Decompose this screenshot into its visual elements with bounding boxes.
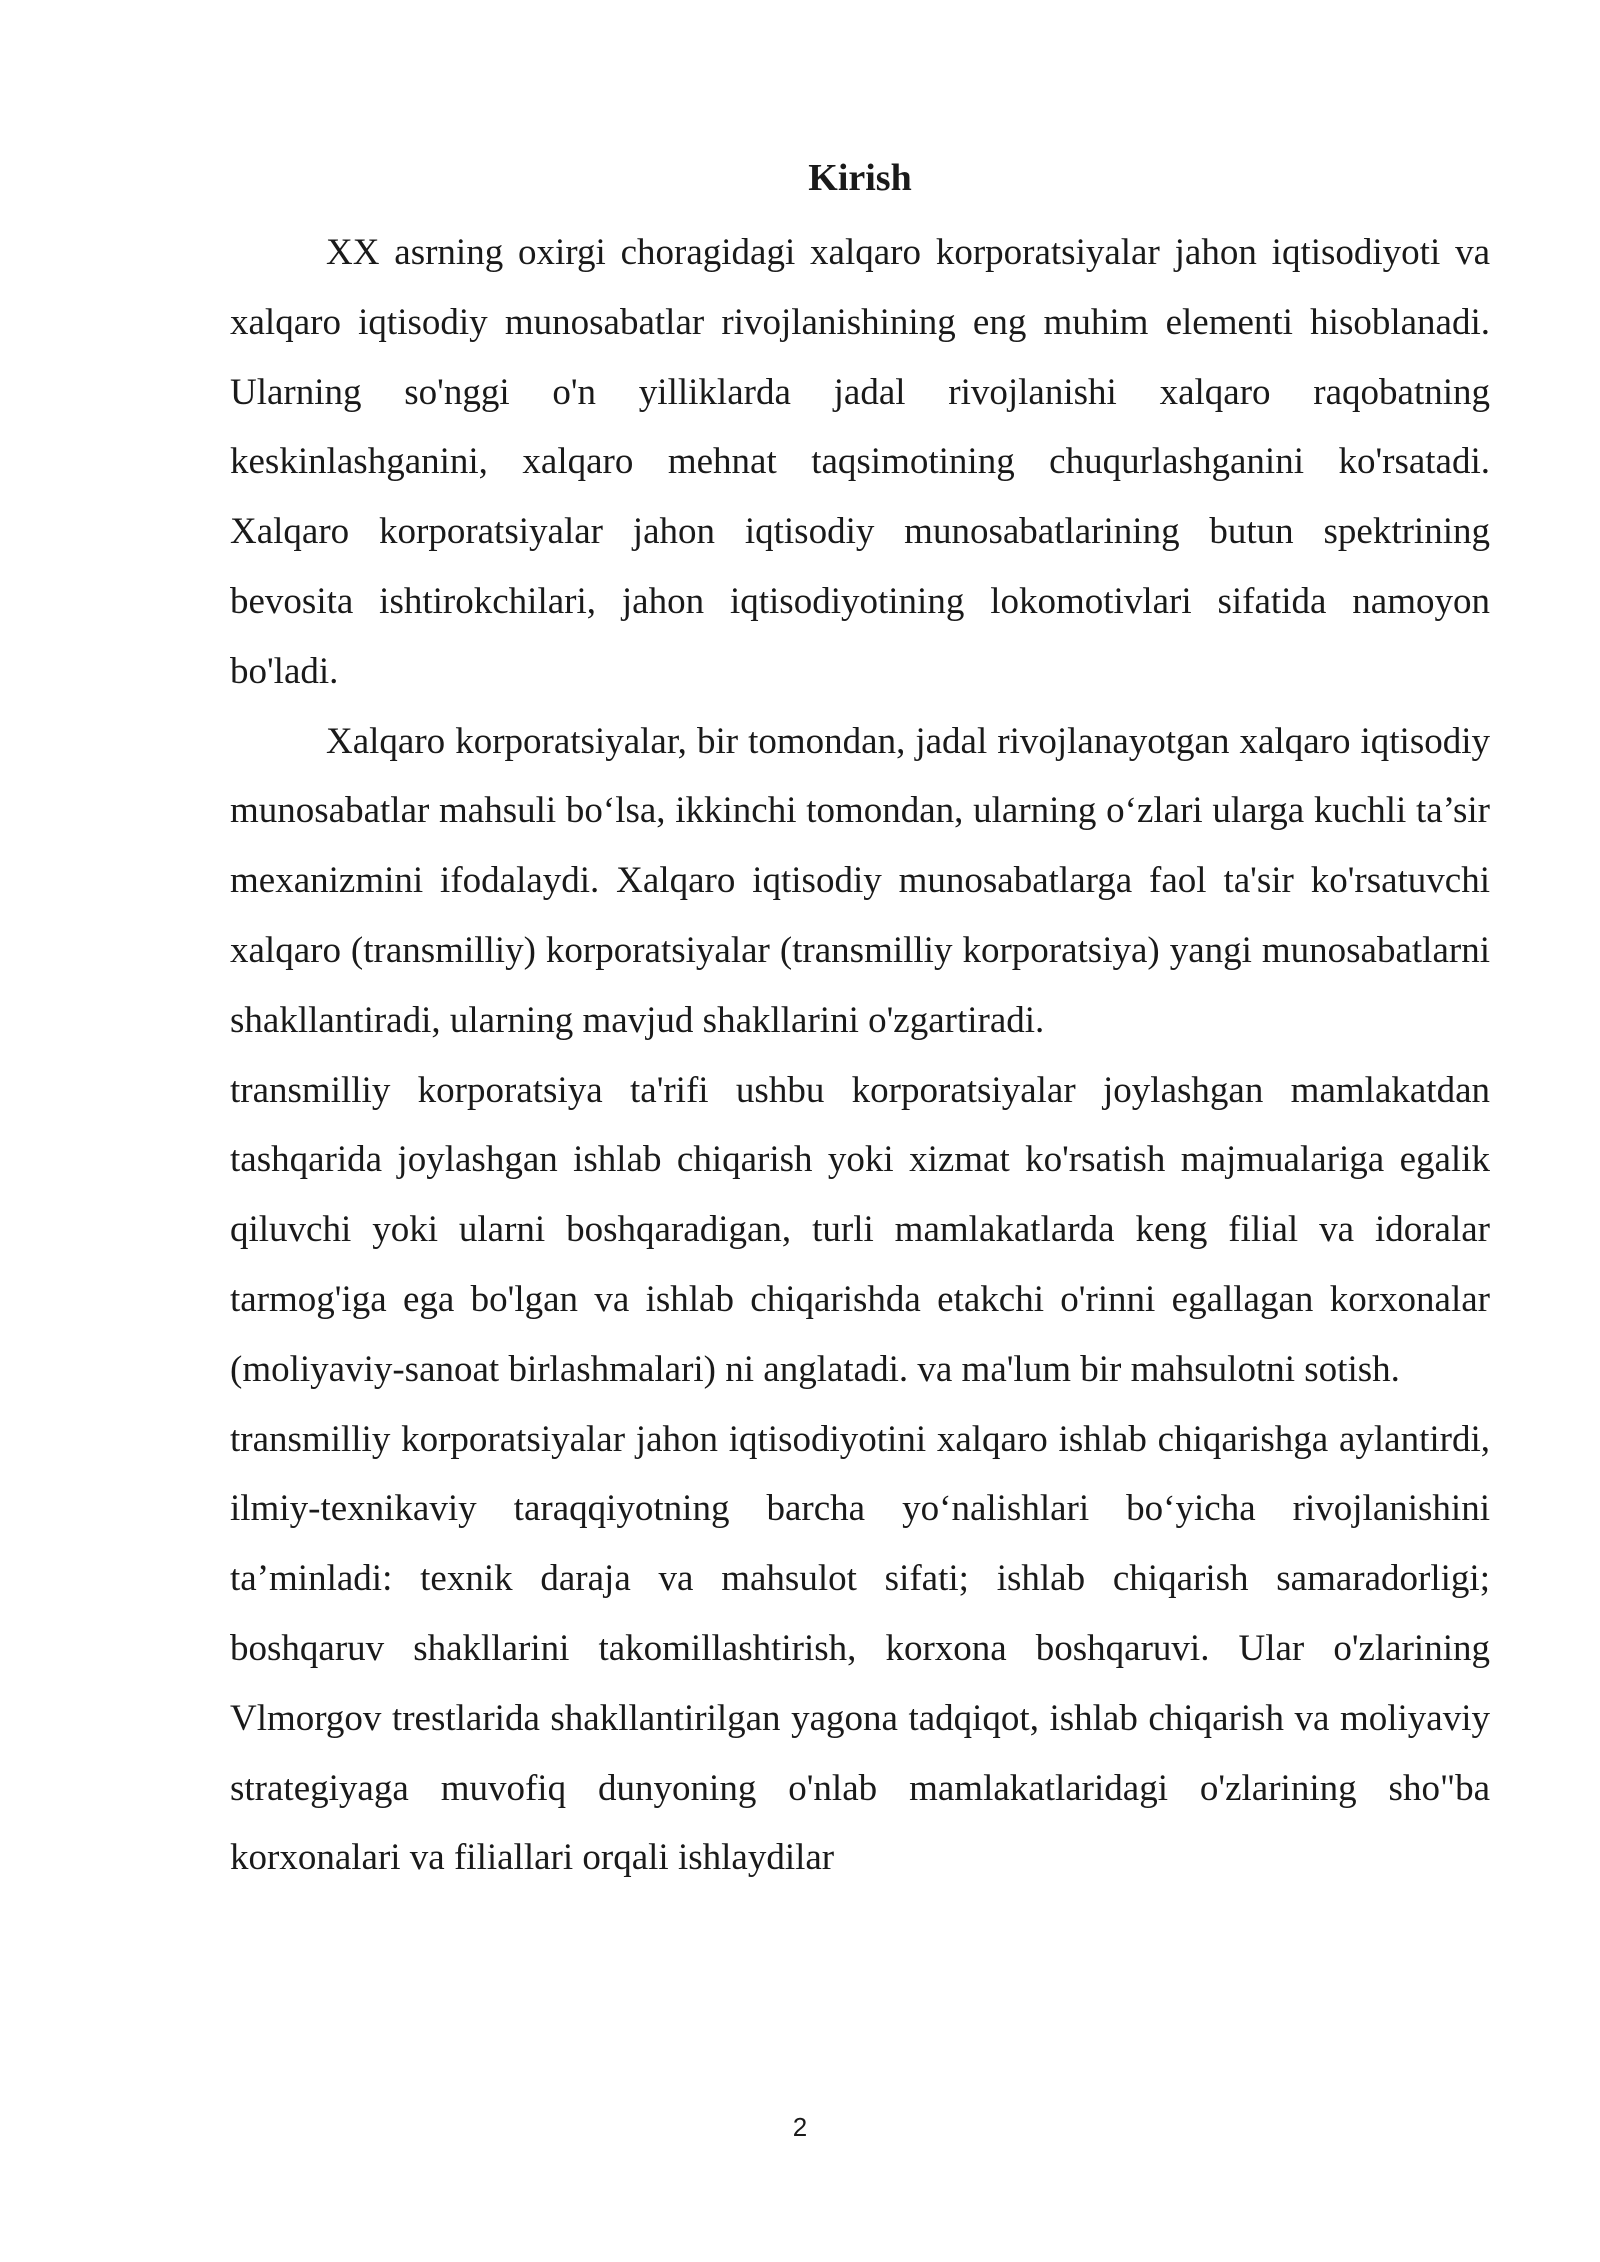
paragraph-4: transmilliy korporatsiyalar jahon iqtisodiyotini xalqaro ishlab chiqarishga aylantirdi, ilmiy-texnikaviy taraqqiyotning barcha yo‘nalishlari bo‘yicha rivojlanishini ta’minladi: texnik daraja va mahsulot sifati; ishlab chiqarish samaradorligi; boshqaruv shakllarini takomillashtirish, korxona boshqaruvi. Ular o'zlarining Vlmorgov trestlarida shakllantirilgan yagona tadqiqot, ishlab chiqarish va moliyaviy strategiyaga muvofiq dunyoning o'nlab mamlakatlaridagi o'zlarining sho"ba korxonalari va filiallari orqali ishlaydilar xyxy=(230,1418,1490,1879)
page-number: 2 xyxy=(792,2112,808,2142)
page-title: Kirish xyxy=(808,157,912,199)
body-text xyxy=(230,218,1490,1893)
paragraph-3: transmilliy korporatsiya ta'rifi ushbu korporatsiyalar joylashgan mamlakatdan tashqarida joylashgan ishlab chiqarish yoki xizmat ko'rsatish majmualariga egalik qiluvchi yoki ularni boshqaradigan, turli mamlakatlarda keng filial va idoralar tarmog'iga ega bo'lgan va ishlab chiqarishda etakchi o'rinni egallagan korxonalar (moliyaviy-sanoat birlashmalari) ni anglatadi. va ma'lum bir mahsulotni sotish. xyxy=(230,1069,1490,1390)
paragraph-2: Xalqaro korporatsiyalar, bir tomondan, jadal rivojlanayotgan xalqaro iqtisodiy munosabatlar mahsuli bo‘lsa, ikkinchi tomondan, ularning o‘zlari ularga kuchli ta’sir mexanizmini ifodalaydi. Xalqaro iqtisodiy munosabatlarga faol ta'sir ko'rsatuvchi xalqaro (transmilliy) korporatsiyalar (transmilliy korporatsiya) yangi munosabatlarni shakllantiradi, ularning mavjud shakllarini o'zgartiradi. xyxy=(230,720,1490,1041)
paragraph-1: XX asrning oxirgi choragidagi xalqaro korporatsiyalar jahon iqtisodiyoti va xalqaro iqtisodiy munosabatlar rivojlanishining eng muhim elementi hisoblanadi. Ularning so'nggi o'n yilliklarda jadal rivojlanishi xalqaro raqobatning keskinlashganini, xalqaro mehnat taqsimotining chuqurlashganini ko'rsatadi. Xalqaro korporatsiyalar jahon iqtisodiy munosabatlarining butun spektrining bevosita ishtirokchilari, jahon iqtisodiyotining lokomotivlari sifatida namoyon bo'ladi. xyxy=(230,232,1490,692)
